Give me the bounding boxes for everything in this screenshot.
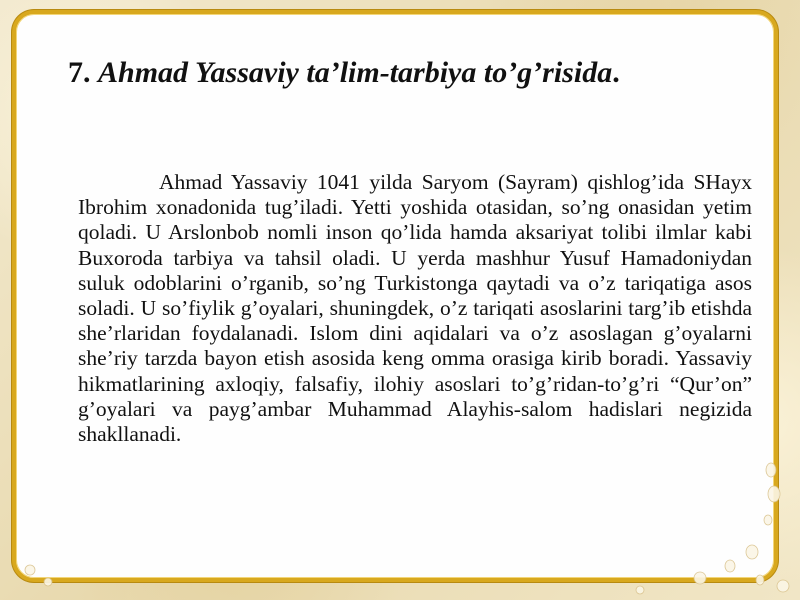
slide-title (68, 56, 620, 90)
title-end: . (612, 56, 620, 89)
body-paragraph: Ahmad Yassaviy 1041 yilda Saryom (Sayram) qishlog’ida SHayx Ibrohim xonadonida tug’iladi. Yetti yoshida otasidan, so’ng onasidan yetim qoladi. U Arslonbob nomli inson qo’lida hamda aksariyat tolibi ilmlar kabi Buxoroda tarbiya va tahsil oladi. U yerda mashhur Yusuf Hamadoniydan suluk odoblarini o’rganib, so’ng Turkistonga qaytadi va o’z tariqatiga asos soladi. U so’fiylik g’oyalari, shuningdek, o’z tariqati asoslarini targ’ib etishda she’rlaridan foydalanadi. Islom dini aqidalari va o’z asoslagan g’oyalarni she’riy tarzda bayon etish asosida keng omma orasiga kirib boradi. Yassaviy hikmatlarining axloqiy, falsafiy, ilohiy asoslari to’g’ridan-to’g’ri “Qur’on” g’oyalari va payg’ambar Muhammad Alayhis-salom hadislari negizida shakllanadi. (78, 170, 752, 447)
title-number: 7. (68, 56, 91, 89)
title-text: Ahmad Yassaviy ta’lim-tarbiya to’g’risida (98, 56, 613, 89)
